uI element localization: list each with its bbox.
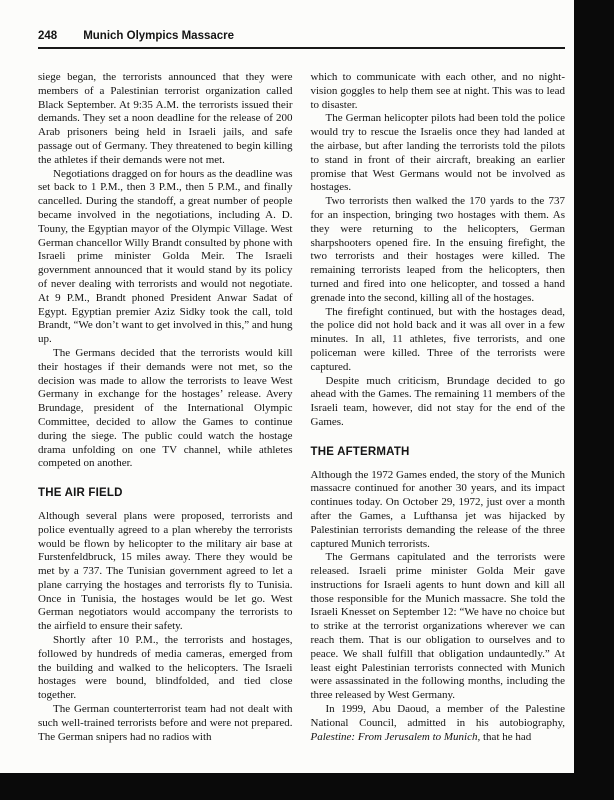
body-paragraph: siege began, the terrorists announced that they were members of a Palestinian terrorist organization called Black September. At 9:35 A.M. the terrorists issued their demands. They set a noon deadline for the release of 200 Arab prisoners being held in Israeli jails, and safe passage out of Germany. They threatened to begin killing the athletes if their demands were not met. (38, 71, 293, 166)
two-column-text (38, 71, 565, 744)
body-paragraph: Although several plans were proposed, terrorists and police eventually agreed to a plan whereby the terrorists would be flown by helicopter to the military air base at Furstenfeldbruck, 15 miles away. There they would be met by a 737. The Tunisian government agreed to let a plane carrying the hostages and terrorists fly to Tunisia. Once in Tunisia, the hostages would be let go. West German negotiators would accompany the terrorists to the airfield to ensure their safety. (38, 509, 293, 633)
book-title-italic: Palestine: From Jerusalem to Munich, (310, 730, 481, 743)
paragraph-text: that he had (480, 730, 532, 743)
body-paragraph: The Germans capitulated and the terrorists were released. Israeli prime minister Golda Meir gave instructions for Israeli agents to hunt down and kill all those responsible for the Munich massacre. She told the Israeli Knesset on September 12: “We have no choice but to strike at the terrorist organizations wherever we can reach them. That is our obligation to ourselves and to peace. We shall fulfill that obligation undauntedly.” At least eight Palestinian terrorists connected with Munich were assassinated in the following months, including the three released by West Germany. (310, 551, 565, 702)
body-paragraph: Although the 1972 Games ended, the story of the Munich massacre continued for another 30 years, and its impact continues today. On October 29, 1972, just over a month after the Games, a Lufthansa jet was hijacked by Palestinian terrorists demanding the release of the three captured Munich terrorists. (310, 468, 565, 550)
body-paragraph: which to communicate with each other, and no night-vision goggles to help them see at night. This was to lead to disaster. (310, 71, 565, 111)
body-paragraph: The German helicopter pilots had been told the police would try to rescue the Israelis once they had landed at the airbase, but after landing the terrorists told the pilots to stand in front of their aircraft, breaking an earlier promise that West Germans would not be involved as hostages. (310, 112, 565, 194)
scan-black-edge-right (574, 0, 614, 800)
scan-black-edge-bottom (0, 773, 614, 800)
body-paragraph (311, 703, 566, 744)
body-paragraph: The Germans decided that the terrorists would kill their hostages if their demands were not met, so the decision was made to allow the terrorists to leave West Germany in exchange for the hostages’ release. Avery Brundage, president of the International Olympic Committee, decided to allow the Games to continue during the siege. The public could watch the hostage drama unfolding on one TV channel, while athletes competed on another. (38, 346, 293, 470)
body-paragraph: Shortly after 10 P.M., the terrorists and hostages, followed by hundreds of media cameras, emerged from the building and walked to the helicopters. The Israeli hostages were bound, blindfolded, and tied close together. (38, 634, 293, 702)
left-column (38, 71, 293, 744)
body-paragraph: The German counterterrorist team had not dealt with such well-trained terrorists before and were not prepared. The German snipers had no radios with (38, 703, 293, 743)
body-paragraph: Despite much criticism, Brundage decided to go ahead with the Games. The remaining 11 members of the Israeli team, however, did not stay for the end of the Games. (310, 374, 565, 428)
paragraph-text: In 1999, Abu Daoud, a member of the Palestine National Council, admitted in his autobiography, (310, 703, 565, 729)
page-header (38, 30, 565, 42)
body-paragraph: The firefight continued, but with the hostages dead, the police did not hold back and it was all over in a few minutes. In all, 11 athletes, five terrorists, and one policeman were killed. Three of the terrorists were captured. (310, 305, 565, 373)
body-paragraph: Two terrorists then walked the 170 yards to the 737 for an inspection, bringing two hostages with them. As they were returning to the helicopters, German sharpshooters opened fire. In the ensuing firefight, the two terrorists and their hostages were killed. The remaining terrorists leaped from the helicopters, then turned and fired into one helicopter, and tossed a hand grenade into the second, killing all of the hostages. (310, 195, 565, 304)
header-rule (38, 47, 565, 49)
section-heading-air-field: THE AIR FIELD (38, 487, 123, 500)
right-column (311, 71, 566, 744)
page-number: 248 (38, 30, 58, 42)
running-title: Munich Olympics Massacre (83, 30, 235, 42)
section-heading-aftermath: THE AFTERMATH (310, 445, 410, 458)
body-paragraph: Negotiations dragged on for hours as the deadline was set back to 1 P.M., then 3 P.M., then 5 P.M., and finally cancelled. During the standoff, a great number of people became involved in the negotiations, including A. D. Touny, the Egyptian mayor of the Olympic Village. West German chancellor Willy Brandt consulted by phone with Israeli prime minister Golda Meir. The Israeli government announced that it would stand by its policy of never dealing with terrorists and would not negotiate. At 9 P.M., Brandt phoned President Anwar Sadat of Egypt. Egyptian premier Aziz Sidky took the call, told Brandt, “We don’t want to get involved in this,” and hung up. (38, 167, 293, 346)
page-content (38, 30, 565, 744)
